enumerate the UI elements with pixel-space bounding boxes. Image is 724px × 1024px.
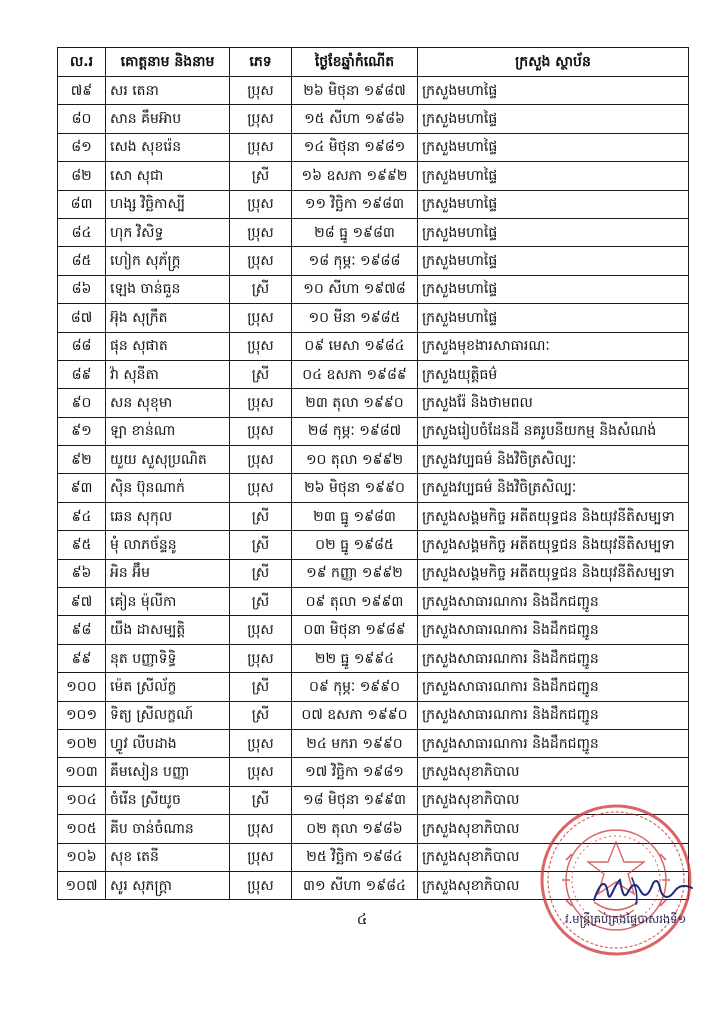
row-number-cell: ១០៤ bbox=[58, 786, 106, 814]
name-cell: យឹង ដាសម្បត្តិ bbox=[106, 616, 230, 644]
birth-date-cell: ១៨ កុម្ភៈ ១៩៨៨ bbox=[292, 247, 418, 275]
sex-cell: ប្រុស bbox=[230, 77, 292, 105]
sex-cell: ប្រុស bbox=[230, 616, 292, 644]
table-row bbox=[58, 644, 689, 672]
table-row bbox=[58, 588, 689, 616]
ministry-cell: ក្រសួងមហាផ្ទៃ bbox=[418, 77, 689, 105]
sex-cell: ប្រុស bbox=[230, 815, 292, 843]
birth-date-cell: ១៩ កញ្ញា ១៩៩២ bbox=[292, 559, 418, 587]
table-row bbox=[58, 758, 689, 786]
table-row bbox=[58, 673, 689, 701]
sex-cell: ប្រុស bbox=[230, 190, 292, 218]
ministry-cell: ក្រសួងវប្បធម៌ និងវិចិត្រសិល្បៈ bbox=[418, 446, 689, 474]
table-row bbox=[58, 105, 689, 133]
ministry-cell: ក្រសួងមហាផ្ទៃ bbox=[418, 275, 689, 303]
sex-cell: ប្រុស bbox=[230, 729, 292, 757]
birth-date-cell: ១០ តុលា ១៩៩២ bbox=[292, 446, 418, 474]
ministry-cell: ក្រសួងសង្គមកិច្ច អតីតយុទ្ធជន និងយុវនីតិសម្បទា bbox=[418, 502, 689, 530]
sex-cell: ស្រី bbox=[230, 531, 292, 559]
birth-date-cell: ០៩ តុលា ១៩៩៣ bbox=[292, 588, 418, 616]
header-sex: ភេទ bbox=[230, 48, 292, 77]
birth-date-cell: ២៦ មិថុនា ១៩៨៧ bbox=[292, 77, 418, 105]
table-row bbox=[58, 729, 689, 757]
name-cell: យួយ សួសុប្រណិត bbox=[106, 446, 230, 474]
sex-cell: ស្រី bbox=[230, 786, 292, 814]
ministry-cell: ក្រសួងរៀបចំដែនដី នគរូបនីយកម្ម និងសំណង់ bbox=[418, 417, 689, 445]
birth-date-cell: ២៨ កុម្ភៈ ១៩៨៧ bbox=[292, 417, 418, 445]
birth-date-cell: ០២ ធ្នូ ១៩៨៥ bbox=[292, 531, 418, 559]
name-cell: ទិត្យ ស្រីលក្ខណ៍ bbox=[106, 701, 230, 729]
table-row bbox=[58, 133, 689, 161]
row-number-cell: ៩៤ bbox=[58, 502, 106, 530]
table-row bbox=[58, 218, 689, 246]
ministry-cell: ក្រសួងមហាផ្ទៃ bbox=[418, 105, 689, 133]
birth-date-cell: ១៤ មិថុនា ១៩៨១ bbox=[292, 133, 418, 161]
name-cell: គីប ចាន់ចំណាន bbox=[106, 815, 230, 843]
sex-cell: ស្រី bbox=[230, 559, 292, 587]
row-number-cell: ៨៤ bbox=[58, 218, 106, 246]
name-cell: សោ សុជា bbox=[106, 162, 230, 190]
sex-cell: ប្រុស bbox=[230, 417, 292, 445]
row-number-cell: ៨៥ bbox=[58, 247, 106, 275]
ministry-cell: ក្រសួងមុខងារសាធារណៈ bbox=[418, 332, 689, 360]
name-cell: ឡេង ចាន់ធួន bbox=[106, 275, 230, 303]
row-number-cell: ១០៧ bbox=[58, 871, 106, 899]
birth-date-cell: ១៦ ឧសភា ១៩៩២ bbox=[292, 162, 418, 190]
ministry-cell: ក្រសួងសាធារណការ និងដឹកជញ្ជូន bbox=[418, 616, 689, 644]
row-number-cell: ៩៥ bbox=[58, 531, 106, 559]
name-cell: អ៊ុង សុក្រឹត bbox=[106, 304, 230, 332]
header-name: គោត្តនាម និងនាម bbox=[106, 48, 230, 77]
sex-cell: ស្រី bbox=[230, 275, 292, 303]
name-cell: នុត បញ្ញាទិទ្ធិ bbox=[106, 644, 230, 672]
sex-cell: ប្រុស bbox=[230, 247, 292, 275]
sex-cell: ស្រី bbox=[230, 360, 292, 388]
birth-date-cell: ២៤ មករា ១៩៩០ bbox=[292, 729, 418, 757]
name-cell: ស៊ិន ប៊ុនណាក់ bbox=[106, 474, 230, 502]
row-number-cell: ៩៦ bbox=[58, 559, 106, 587]
sex-cell: ស្រី bbox=[230, 502, 292, 530]
ministry-cell: ក្រសួងសង្គមកិច្ច អតីតយុទ្ធជន និងយុវនីតិសម្បទា bbox=[418, 531, 689, 559]
name-cell: ហង្ស វិច្ឆិកាស្បី bbox=[106, 190, 230, 218]
sex-cell: ប្រុស bbox=[230, 304, 292, 332]
row-number-cell: ១០១ bbox=[58, 701, 106, 729]
sex-cell: ស្រី bbox=[230, 162, 292, 190]
table-body bbox=[58, 77, 689, 900]
birth-date-cell: ២៨ ធ្នូ ១៩៨៣ bbox=[292, 218, 418, 246]
row-number-cell: ១០៣ bbox=[58, 758, 106, 786]
table-row bbox=[58, 559, 689, 587]
sex-cell: ស្រី bbox=[230, 673, 292, 701]
name-cell: ហៀក សុភ័ក្ត្រ bbox=[106, 247, 230, 275]
birth-date-cell: ២៣ ធ្នូ ១៩៨៣ bbox=[292, 502, 418, 530]
sex-cell: ប្រុស bbox=[230, 758, 292, 786]
signer-title: វ.មន្ត្រីគ្រប់គ្រងផ្ទៃបាសរងទី១ bbox=[565, 912, 687, 926]
birth-date-cell: ០៩ មេសា ១៩៨៤ bbox=[292, 332, 418, 360]
name-cell: សេង សុខរ៉េន bbox=[106, 133, 230, 161]
row-number-cell: ៨១ bbox=[58, 133, 106, 161]
sex-cell: ប្រុស bbox=[230, 105, 292, 133]
sex-cell: ស្រី bbox=[230, 588, 292, 616]
table-row bbox=[58, 389, 689, 417]
ministry-cell: ក្រសួងមហាផ្ទៃ bbox=[418, 304, 689, 332]
birth-date-cell: ១១ វិច្ឆិកា ១៩៨៣ bbox=[292, 190, 418, 218]
row-number-cell: ១០៥ bbox=[58, 815, 106, 843]
row-number-cell: ៨២ bbox=[58, 162, 106, 190]
birth-date-cell: ២៣ តុលា ១៩៩០ bbox=[292, 389, 418, 417]
sex-cell: ប្រុស bbox=[230, 133, 292, 161]
birth-date-cell: ២៦ មិថុនា ១៩៩០ bbox=[292, 474, 418, 502]
name-cell: សូរ សុភក្ត្រា bbox=[106, 871, 230, 899]
ministry-cell: ក្រសួងសង្គមកិច្ច អតីតយុទ្ធជន និងយុវនីតិសម្បទា bbox=[418, 559, 689, 587]
ministry-cell: ក្រសួងសុខាភិបាល bbox=[418, 871, 689, 899]
name-cell: ចំរើន ស្រីយូច bbox=[106, 786, 230, 814]
sex-cell: ប្រុស bbox=[230, 446, 292, 474]
sex-cell: ប្រុស bbox=[230, 843, 292, 871]
sex-cell: ប្រុស bbox=[230, 389, 292, 417]
name-cell: ហុក វិសិទ្ធ bbox=[106, 218, 230, 246]
personnel-table bbox=[57, 47, 689, 900]
name-cell: សាន គឹមអ៊ាប bbox=[106, 105, 230, 133]
ministry-cell: ក្រសួងសាធារណការ និងដឹកជញ្ជូន bbox=[418, 729, 689, 757]
row-number-cell: ១០៦ bbox=[58, 843, 106, 871]
table-row bbox=[58, 77, 689, 105]
ministry-cell: ក្រសួងមហាផ្ទៃ bbox=[418, 133, 689, 161]
table-row bbox=[58, 701, 689, 729]
row-number-cell: ៨០ bbox=[58, 105, 106, 133]
name-cell: គឹមសៀន បញ្ញា bbox=[106, 758, 230, 786]
header-ministry: ក្រសួង ស្ថាប័ន bbox=[418, 48, 689, 77]
name-cell: ម៉េត ស្រីល័ក្ខ bbox=[106, 673, 230, 701]
sex-cell: ស្រី bbox=[230, 701, 292, 729]
row-number-cell: ៨៨ bbox=[58, 332, 106, 360]
sex-cell: ប្រុស bbox=[230, 332, 292, 360]
birth-date-cell: ១០ មីនា ១៩៨៥ bbox=[292, 304, 418, 332]
name-cell: សន សុខុមា bbox=[106, 389, 230, 417]
sex-cell: ប្រុស bbox=[230, 474, 292, 502]
table-row bbox=[58, 360, 689, 388]
ministry-cell: ក្រសួងមហាផ្ទៃ bbox=[418, 247, 689, 275]
row-number-cell: ៩០ bbox=[58, 389, 106, 417]
ministry-cell: ក្រសួងយុត្តិធម៌ bbox=[418, 360, 689, 388]
row-number-cell: ៨៣ bbox=[58, 190, 106, 218]
name-cell: សរ តេនា bbox=[106, 77, 230, 105]
birth-date-cell: ០៩ កុម្ភៈ ១៩៩០ bbox=[292, 673, 418, 701]
table-row bbox=[58, 304, 689, 332]
ministry-cell: ក្រសួងសុខាភិបាល bbox=[418, 758, 689, 786]
sex-cell: ប្រុស bbox=[230, 644, 292, 672]
row-number-cell: ៨៩ bbox=[58, 360, 106, 388]
birth-date-cell: ១៧ វិច្ឆិកា ១៩៨១ bbox=[292, 758, 418, 786]
ministry-cell: ក្រសួងសាធារណការ និងដឹកជញ្ជូន bbox=[418, 701, 689, 729]
ministry-cell: ក្រសួងសុខាភិបាល bbox=[418, 843, 689, 871]
ministry-cell: ក្រសួងវប្បធម៌ និងវិចិត្រសិល្បៈ bbox=[418, 474, 689, 502]
row-number-cell: ៩៩ bbox=[58, 644, 106, 672]
name-cell: ឆេន សុកុល bbox=[106, 502, 230, 530]
ministry-cell: ក្រសួងមហាផ្ទៃ bbox=[418, 162, 689, 190]
name-cell: មុំ លាភច័ន្ទនូ bbox=[106, 531, 230, 559]
signature-mark bbox=[588, 870, 698, 910]
birth-date-cell: ០២ តុលា ១៩៨៦ bbox=[292, 815, 418, 843]
table-row bbox=[58, 332, 689, 360]
row-number-cell: ៩២ bbox=[58, 446, 106, 474]
ministry-cell: ក្រសួងរ៉ែ និងថាមពល bbox=[418, 389, 689, 417]
birth-date-cell: ៣១ សីហា ១៩៨៤ bbox=[292, 871, 418, 899]
row-number-cell: ៩៣ bbox=[58, 474, 106, 502]
name-cell: ឡា ខាន់ណា bbox=[106, 417, 230, 445]
header-birth-date: ថ្ងៃខែឆ្នាំកំណើត bbox=[292, 48, 418, 77]
row-number-cell: ១០២ bbox=[58, 729, 106, 757]
birth-date-cell: ១០ សីហា ១៩៧៨ bbox=[292, 275, 418, 303]
name-cell: គៀន ម៉ុលីកា bbox=[106, 588, 230, 616]
table-row bbox=[58, 446, 689, 474]
birth-date-cell: ២២ ធ្នូ ១៩៩៤ bbox=[292, 644, 418, 672]
ministry-cell: ក្រសួងសាធារណការ និងដឹកជញ្ជូន bbox=[418, 644, 689, 672]
name-cell: អិន អ៊ឹម bbox=[106, 559, 230, 587]
ministry-cell: ក្រសួងសាធារណការ និងដឹកជញ្ជូន bbox=[418, 673, 689, 701]
row-number-cell: ១០០ bbox=[58, 673, 106, 701]
birth-date-cell: ០៤ ឧសភា ១៩៨៩ bbox=[292, 360, 418, 388]
table-row bbox=[58, 417, 689, 445]
ministry-cell: ក្រសួងសុខាភិបាល bbox=[418, 815, 689, 843]
birth-date-cell: ០៧ ឧសភា ១៩៩០ bbox=[292, 701, 418, 729]
table-row bbox=[58, 247, 689, 275]
table-row bbox=[58, 275, 689, 303]
sex-cell: ប្រុស bbox=[230, 871, 292, 899]
table-row bbox=[58, 162, 689, 190]
birth-date-cell: ០៣ មិថុនា ១៩៨៩ bbox=[292, 616, 418, 644]
row-number-cell: ៨៦ bbox=[58, 275, 106, 303]
ministry-cell: ក្រសួងសាធារណការ និងដឹកជញ្ជូន bbox=[418, 588, 689, 616]
birth-date-cell: ១៨ មិថុនា ១៩៩៣ bbox=[292, 786, 418, 814]
table-row bbox=[58, 616, 689, 644]
name-cell: វ៉ា សុនីតា bbox=[106, 360, 230, 388]
birth-date-cell: ១៥ សីហា ១៩៨៦ bbox=[292, 105, 418, 133]
table-row bbox=[58, 531, 689, 559]
name-cell: ផុន សុផាត bbox=[106, 332, 230, 360]
ministry-cell: ក្រសួងសុខាភិបាល bbox=[418, 786, 689, 814]
name-cell: សុខ តេនី bbox=[106, 843, 230, 871]
row-number-cell: ៧៩ bbox=[58, 77, 106, 105]
ministry-cell: ក្រសួងមហាផ្ទៃ bbox=[418, 190, 689, 218]
table-row bbox=[58, 190, 689, 218]
birth-date-cell: ២៥ វិច្ឆិកា ១៩៨៤ bbox=[292, 843, 418, 871]
row-number-cell: ៩៨ bbox=[58, 616, 106, 644]
ministry-cell: ក្រសួងមហាផ្ទៃ bbox=[418, 218, 689, 246]
table-row bbox=[58, 474, 689, 502]
row-number-cell: ៩៧ bbox=[58, 588, 106, 616]
header-number: ល.រ bbox=[58, 48, 106, 77]
row-number-cell: ៩១ bbox=[58, 417, 106, 445]
row-number-cell: ៨៧ bbox=[58, 304, 106, 332]
table-header-row bbox=[58, 48, 689, 77]
table-row bbox=[58, 502, 689, 530]
name-cell: ហ្វូវ លីបដាង bbox=[106, 729, 230, 757]
page-number: ៤ bbox=[356, 910, 368, 928]
sex-cell: ប្រុស bbox=[230, 218, 292, 246]
